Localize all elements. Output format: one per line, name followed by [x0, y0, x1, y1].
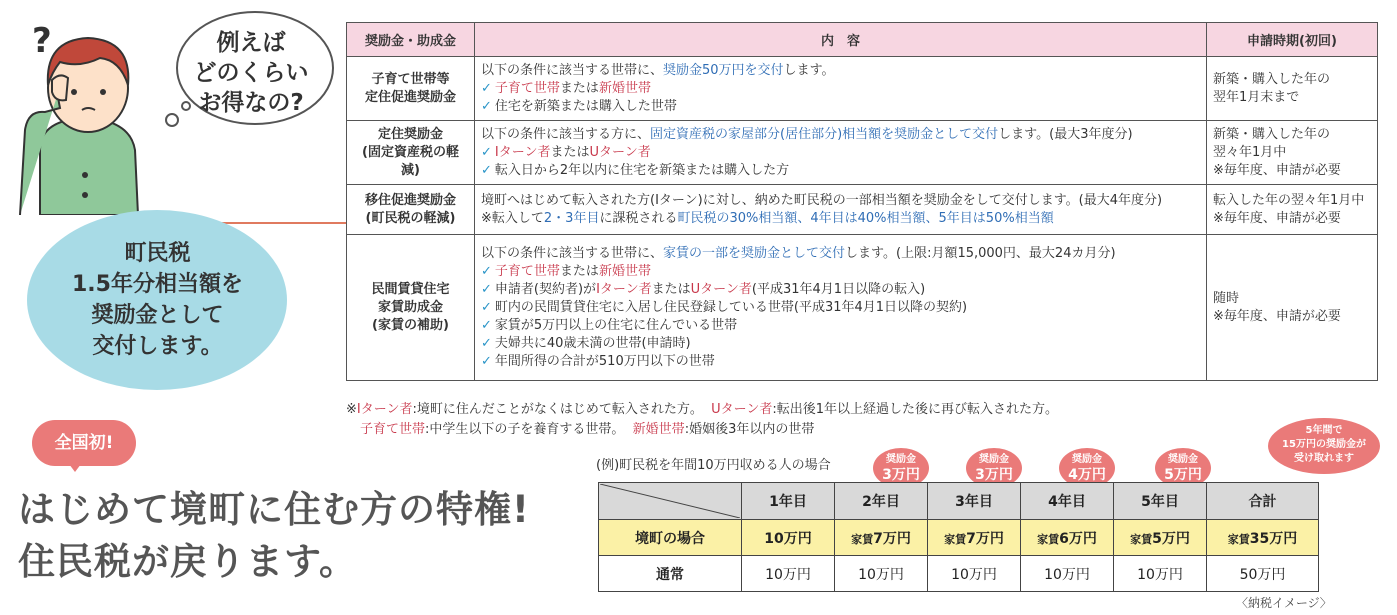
bubble-line: 15万円の奨励金が: [1282, 439, 1366, 450]
condition-text: 年間所得の合計が510万円以下の世帯: [494, 353, 715, 369]
bubble-line: 5年間で: [1305, 425, 1343, 436]
lead-text: します。(最大3年度分): [998, 126, 1133, 142]
example-row: [599, 556, 1319, 592]
circle-line: 奨励金として: [91, 303, 224, 328]
highlight-circle-text: [35, 238, 280, 362]
year-column: 4年目: [1021, 483, 1114, 520]
condition-item: ✓ 子育て世帯または新婚世帯: [481, 80, 651, 96]
content-lead: [481, 126, 1200, 144]
circle-line: 交付します。: [92, 334, 223, 359]
circle-line: 町民税: [124, 241, 191, 266]
bubble-label: 奨励金: [979, 454, 1009, 465]
check-icon: ✓: [481, 281, 492, 297]
total-column: 合計: [1207, 483, 1319, 520]
subsidy-table: [346, 22, 1378, 381]
example-table: [598, 482, 1319, 592]
application-timing: [1207, 235, 1378, 381]
diagonal-line: [600, 484, 740, 518]
lead-highlight: 固定資産税の家屋部分(居住部分)相当額を奨励金として交付: [650, 126, 999, 142]
notes-line: [346, 400, 1058, 420]
timing-line: 新築・購入した年の: [1213, 126, 1331, 142]
bubble-label: 奨励金: [1168, 454, 1198, 465]
check-icon: ✓: [481, 98, 492, 114]
content-lead: 境町へはじめて転入された方(Iターン)に対し、納めた町民税の一部相当額を奨励金をして交付します。(最大4年度分): [481, 192, 1163, 208]
check-icon: ✓: [481, 299, 492, 315]
definitions-notes: [346, 400, 1058, 440]
condition-text: 夫婦共に40歳未満の世帯(申請時): [494, 335, 691, 351]
timing-line: 新築・購入した年の: [1213, 71, 1331, 87]
value-cell: 50万円: [1207, 556, 1319, 592]
application-timing: [1207, 185, 1378, 235]
headline-line: はじめて境町に住む方の特権!: [18, 488, 530, 531]
headline: [18, 484, 530, 588]
thought-line: お得なの?: [198, 90, 304, 116]
subsidy-name: [347, 121, 475, 185]
note-text: に課税される: [599, 210, 678, 226]
table-row: [347, 235, 1378, 381]
value-cell: 10万円: [742, 520, 835, 556]
lead-text: 以下の条件に該当する世帯に、: [481, 245, 664, 261]
note-mark: ※: [346, 402, 357, 417]
bubble-label: 奨励金: [886, 454, 916, 465]
lead-text: します。: [783, 62, 835, 78]
application-timing: [1207, 121, 1378, 185]
value-cell: 10万円: [835, 556, 928, 592]
table-row: [347, 57, 1378, 121]
term: Uターン者: [711, 402, 773, 417]
check-icon: ✓: [481, 263, 492, 279]
total-reward-bubble: [1268, 418, 1380, 474]
value-cell: 10万円: [742, 556, 835, 592]
example-caption: (例)町民税を年間10万円収める人の場合: [596, 458, 831, 473]
lead-highlight: 奨励金50万円を交付: [663, 62, 784, 78]
column-header: 申請時期(初回): [1207, 23, 1378, 57]
image-note: 〈納税イメージ〉: [1236, 596, 1332, 610]
definition: :転出後1年以上経過した後に再び転入された方。: [772, 402, 1059, 417]
lead-text: します。(上限:月額15,000円、最大24カ月分): [845, 245, 1116, 261]
condition-text: 住宅を新築または購入した世帯: [494, 98, 677, 114]
bubble-line: 受け取れます: [1294, 453, 1354, 464]
thought-bubble-text: [186, 28, 316, 118]
badge-tail: [66, 460, 84, 472]
column-header: 内 容: [475, 23, 1207, 57]
note-highlight: 2・3年目: [543, 210, 600, 226]
lead-text: 以下の条件に該当する方に、: [481, 126, 651, 142]
subsidy-name-line: 民間賃貸住宅: [371, 281, 450, 297]
example-row: [599, 520, 1319, 556]
svg-text:?: ?: [32, 21, 52, 61]
value-cell: 10万円: [1021, 556, 1114, 592]
timing-line: 翌年1月末まで: [1213, 89, 1300, 105]
bubble-amount: 3万円: [975, 467, 1013, 483]
thought-line: どのくらい: [193, 60, 309, 86]
circle-line: 1.5年分相当額を: [72, 272, 243, 297]
row-label: 境町の場合: [599, 520, 742, 556]
condition-item: [481, 162, 1200, 180]
condition-text: 家賃が5万円以上の住宅に住んでいる世帯: [494, 317, 738, 333]
value-cell: 10万円: [1114, 556, 1207, 592]
definition: :境町に住んだことがなくはじめて転入された方。: [412, 402, 703, 417]
timing-line: ※毎年度、申請が必要: [1213, 308, 1341, 324]
check-icon: ✓: [481, 144, 492, 160]
check-icon: ✓: [481, 353, 492, 369]
content-lead: [481, 245, 1200, 263]
value-cell: 家賃6万円: [1021, 520, 1114, 556]
term: 新婚世帯: [632, 422, 685, 437]
subsidy-content: [475, 57, 1207, 121]
subsidy-name-line: (固定資産税の軽減): [362, 144, 459, 178]
example-header-row: [599, 483, 1319, 520]
year-column: 5年目: [1114, 483, 1207, 520]
note-highlight: 町民税の30%相当額、4年目は40%相当額、5年目は50%相当額: [677, 210, 1054, 226]
timing-line: 転入した年の翌々年1月中: [1213, 192, 1365, 208]
condition-item: ✓ 申請者(契約者)がIターン者またはUターン者(平成31年4月1日以降の転入): [481, 281, 926, 297]
condition-item: [481, 317, 1200, 335]
subsidy-content: [475, 121, 1207, 185]
subsidy-name: [347, 235, 475, 381]
condition-text: 転入日から2年以内に住宅を新築または購入した方: [494, 162, 790, 178]
check-icon: ✓: [481, 80, 492, 96]
condition-item: [481, 353, 1200, 371]
condition-item: ✓ Iターン者またはUターン者: [481, 144, 651, 160]
bubble-label: 奨励金: [1072, 454, 1102, 465]
timing-line: ※毎年度、申請が必要: [1213, 210, 1341, 226]
thinking-person-illustration: [0, 0, 170, 215]
note-text: ※転入して: [481, 210, 544, 226]
value-cell: 家賃5万円: [1114, 520, 1207, 556]
table-row: [347, 121, 1378, 185]
content-lead: [481, 62, 1200, 80]
year-column: 1年目: [742, 483, 835, 520]
check-icon: ✓: [481, 335, 492, 351]
bubble-amount: 4万円: [1068, 467, 1106, 483]
definition: :婚姻後3年以内の世帯: [684, 422, 815, 437]
subsidy-name-line: 定住促進奨励金: [364, 89, 456, 105]
term: Iターン者: [356, 402, 413, 417]
subsidy-name-line: 移住促進奨励金: [364, 192, 456, 208]
subsidy-name-line: 家賃助成金: [377, 299, 443, 315]
timing-line: 随時: [1213, 290, 1240, 306]
content-note: [481, 210, 1200, 228]
check-icon: ✓: [481, 162, 492, 178]
lead-text: 以下の条件に該当する世帯に、: [481, 62, 664, 78]
subsidy-name: [347, 185, 475, 235]
bubble-amount: 3万円: [882, 467, 920, 483]
timing-line: 翌々年1月中: [1213, 144, 1287, 160]
row-label: 通常: [599, 556, 742, 592]
lead-highlight: 家賃の一部を奨励金として交付: [663, 245, 846, 261]
check-icon: ✓: [481, 317, 492, 333]
value-cell: 10万円: [928, 556, 1021, 592]
subsidy-content: [475, 185, 1207, 235]
bubble-amount: 5万円: [1164, 467, 1202, 483]
condition-item: ✓ 子育て世帯または新婚世帯: [481, 263, 651, 279]
column-header: 奨励金・助成金: [347, 23, 475, 57]
subsidy-name: [347, 57, 475, 121]
condition-item: [481, 335, 1200, 353]
application-timing: [1207, 57, 1378, 121]
headline-line: 住民税が戻ります。: [18, 540, 358, 583]
table-header-row: [347, 23, 1378, 57]
value-cell: 家賃35万円: [1207, 520, 1319, 556]
first-in-nation-badge: 全国初!: [32, 420, 136, 466]
subsidy-name-line: (家賃の補助): [372, 317, 449, 333]
definition: :中学生以下の子を養育する世帯。: [425, 422, 625, 437]
thought-line: 例えば: [216, 30, 286, 56]
condition-text: 町内の民間賃貸住宅に入居し住民登録している世帯(平成31年4月1日以降の契約): [494, 299, 968, 315]
notes-line: [346, 420, 1058, 440]
term: 子育て世帯: [360, 422, 426, 437]
year-column: 2年目: [835, 483, 928, 520]
subsidy-content: [475, 235, 1207, 381]
timing-line: ※毎年度、申請が必要: [1213, 162, 1341, 178]
condition-item: [481, 98, 1200, 116]
value-cell: 家賃7万円: [835, 520, 928, 556]
year-column: 3年目: [928, 483, 1021, 520]
subsidy-name-line: 子育て世帯等: [371, 71, 450, 87]
subsidy-name-line: 定住奨励金: [377, 126, 443, 142]
condition-item: [481, 299, 1200, 317]
subsidy-name-line: (町民税の軽減): [365, 210, 456, 226]
value-cell: 家賃7万円: [928, 520, 1021, 556]
diagonal-cell: [599, 483, 742, 520]
table-row: [347, 185, 1378, 235]
